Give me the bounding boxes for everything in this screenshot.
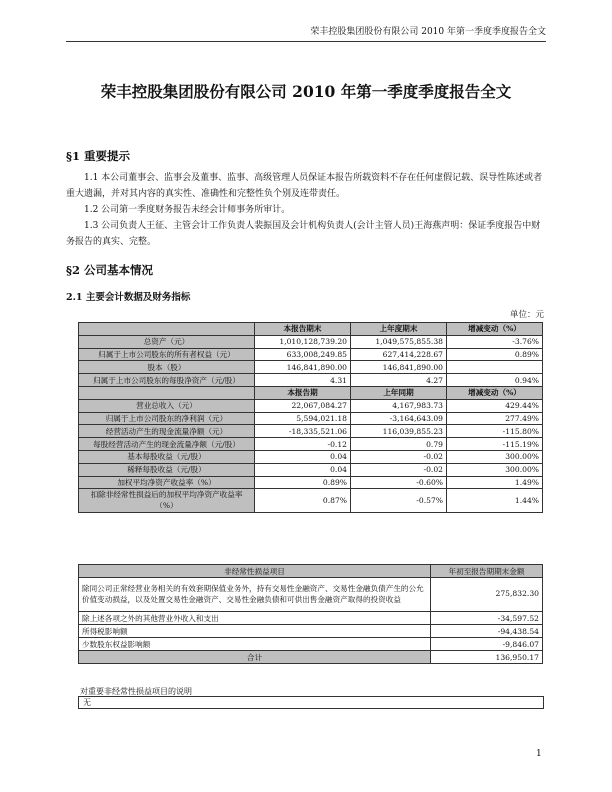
item-label: 所得税影响额	[79, 625, 431, 638]
row-label: 股本（股）	[79, 361, 255, 374]
row-label: 总资产（元）	[79, 335, 255, 348]
table-row	[79, 425, 543, 438]
value-cell: 146,841,890.00	[351, 361, 447, 374]
table-row	[79, 612, 543, 625]
value-cell: -0.02	[351, 450, 447, 463]
notice-1-3: 1.3 公司负责人王征、主管会计工作负责人裴振国及会计机构负责人(会计主管人员)王海燕声明：保证季度报告中财务报告的真实、完整。	[66, 221, 541, 247]
value-cell: 0.87%	[255, 489, 351, 513]
value-cell: 0.04	[255, 463, 351, 476]
value-cell: -3,164,643.09	[351, 412, 447, 425]
running-header: 荣丰控股集团股份有限公司 2010 年第一季度季度报告全文	[66, 24, 546, 42]
row-label: 每股经营活动产生的现金流量净额（元/股）	[79, 438, 255, 451]
value-cell: 1,049,575,855.38	[351, 335, 447, 348]
value-cell: 300.00%	[447, 463, 543, 476]
subsection-2-1-heading: 2.1 主要会计数据及财务指标	[66, 292, 191, 303]
section-1-body	[66, 170, 544, 250]
table-row	[79, 399, 543, 412]
note-content: 无	[78, 696, 544, 709]
value-cell: 4,167,983.73	[351, 399, 447, 412]
value-cell: -94,438.54	[431, 625, 543, 638]
value-cell: 275,832.30	[431, 578, 543, 612]
table-row	[79, 335, 543, 348]
table-header-row	[79, 565, 543, 578]
financial-indicators-table	[78, 322, 543, 513]
table-row	[79, 638, 543, 651]
total-value: 136,950.17	[431, 651, 543, 664]
header-cell: 上年度期末	[351, 323, 447, 336]
value-cell: 116,039,855.23	[351, 425, 447, 438]
value-cell: 429.44%	[447, 399, 543, 412]
item-label: 少数股东权益影响额	[79, 638, 431, 651]
value-cell: 4.31	[255, 374, 351, 387]
value-cell: 146,841,890.00	[255, 361, 351, 374]
header-cell: 上年同期	[351, 386, 447, 399]
row-label: 加权平均净资产收益率（%）	[79, 476, 255, 489]
unit-label: 单位：元	[509, 310, 544, 320]
value-cell: 22,067,084.27	[255, 399, 351, 412]
document-title: 荣丰控股集团股份有限公司 2010 年第一季度季度报告全文	[100, 82, 512, 101]
table-header-row	[79, 386, 543, 399]
item-label: 除同公司正常经营业务相关的有效套期保值业务外，持有交易性金融资产、交易性金融负债产生的公允价值变动损益，以及处置交易性金融资产、交易性金融负债和可供出售金融资产取得的投资收益	[79, 578, 431, 612]
value-cell: -18,335,521.06	[255, 425, 351, 438]
row-label: 扣除非经常性损益后的加权平均净资产收益率（%）	[79, 489, 255, 513]
value-cell: 1.44%	[447, 489, 543, 513]
table-header-row	[79, 323, 543, 336]
value-cell: 0.04	[255, 450, 351, 463]
value-cell: -0.60%	[351, 476, 447, 489]
table-row	[79, 438, 543, 451]
table-row	[79, 476, 543, 489]
section-1-heading: §1 重要提示	[66, 149, 131, 163]
section-2-heading: §2 公司基本情况	[66, 263, 154, 277]
value-cell: 1.49%	[447, 476, 543, 489]
value-cell: -9,846.07	[431, 638, 543, 651]
value-cell: -0.02	[351, 463, 447, 476]
notice-1-1: 1.1 本公司董事会、监事会及董事、监事、高级管理人员保证本报告所载资料不存在任何虚假记载、误导性陈述或者重大遗漏，并对其内容的真实性、准确性和完整性负个别及连带责任。	[66, 173, 543, 199]
value-cell: 300.00%	[447, 450, 543, 463]
table-row	[79, 578, 543, 612]
header-cell	[79, 386, 255, 399]
table-row	[79, 348, 543, 361]
row-label: 基本每股收益（元/股）	[79, 450, 255, 463]
total-label: 合计	[79, 651, 431, 664]
total-row	[79, 651, 543, 664]
notice-1-2: 1.2 公司第一季度财务报告未经会计师事务所审计。	[84, 205, 291, 215]
value-cell: 1,010,128,739.20	[255, 335, 351, 348]
table-row	[79, 361, 543, 374]
value-cell: -0.12	[255, 438, 351, 451]
value-cell: 0.89%	[255, 476, 351, 489]
row-label: 归属于上市公司股东的净利润（元）	[79, 412, 255, 425]
header-cell: 增减变动（%）	[447, 323, 543, 336]
table-row	[79, 450, 543, 463]
header-cell: 本报告期末	[255, 323, 351, 336]
row-label: 稀释每股收益（元/股）	[79, 463, 255, 476]
row-label: 经营活动产生的现金流量净额（元）	[79, 425, 255, 438]
value-cell: -115.80%	[447, 425, 543, 438]
header-cell: 非经常性损益项目	[79, 565, 431, 578]
row-label: 营业总收入（元）	[79, 399, 255, 412]
row-label: 归属于上市公司股东的所有者权益（元）	[79, 348, 255, 361]
value-cell: -34,597.52	[431, 612, 543, 625]
page-number: 1	[536, 749, 542, 759]
table-row	[79, 489, 543, 513]
value-cell: 0.89%	[447, 348, 543, 361]
value-cell: -115.19%	[447, 438, 543, 451]
non-recurring-gains-table	[78, 564, 543, 664]
value-cell: 4.27	[351, 374, 447, 387]
header-cell	[79, 323, 255, 336]
value-cell: -3.76%	[447, 335, 543, 348]
header-cell: 本报告期	[255, 386, 351, 399]
value-cell: 633,008,249.85	[255, 348, 351, 361]
value-cell: 0.79	[351, 438, 447, 451]
header-cell: 增减变动（%）	[447, 386, 543, 399]
note-caption: 对重要非经常性损益项目的说明	[80, 687, 192, 696]
value-cell: 5,594,021.18	[255, 412, 351, 425]
table-row	[79, 412, 543, 425]
value-cell: 277.49%	[447, 412, 543, 425]
table-row	[79, 463, 543, 476]
value-cell: 0.94%	[447, 374, 543, 387]
table-row	[79, 625, 543, 638]
row-label: 归属于上市公司股东的每股净资产（元/股）	[79, 374, 255, 387]
value-cell: 627,414,228.67	[351, 348, 447, 361]
value-cell	[447, 361, 543, 374]
value-cell: -0.57%	[351, 489, 447, 513]
header-cell: 年初至报告期期末金额	[431, 565, 543, 578]
item-label: 除上述各项之外的其他营业外收入和支出	[79, 612, 431, 625]
table-row	[79, 374, 543, 387]
